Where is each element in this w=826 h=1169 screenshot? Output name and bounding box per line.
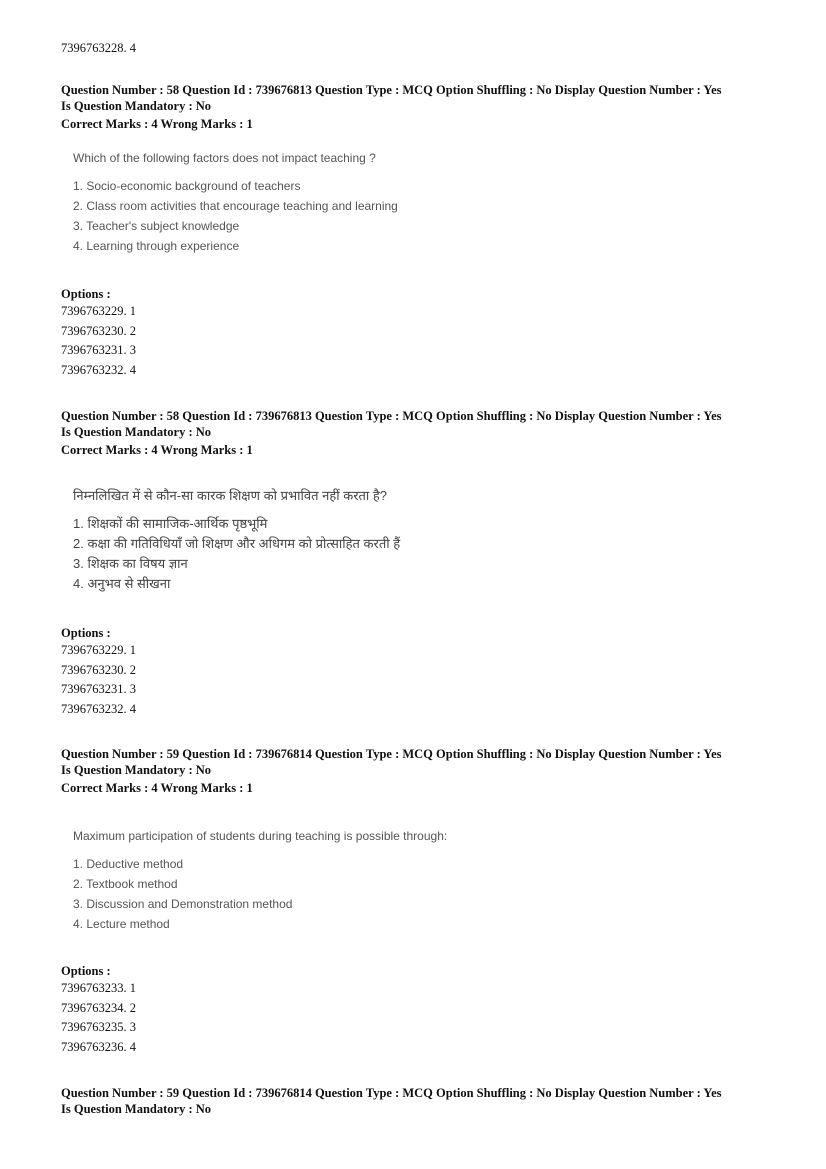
question-image	[73, 150, 398, 256]
question-text: निम्नलिखित में से कौन-सा कारक शिक्षण को प्रभावित नहीं करता है?	[73, 488, 388, 503]
question-block-59-en	[61, 746, 771, 1054]
question-mandatory: Is Question Mandatory : No	[61, 1102, 212, 1116]
question-meta: Question Number : 59 Question Id : 739676814 Question Type : MCQ Option Shuffling : No Display Question Number : Yes	[61, 1086, 722, 1100]
question-meta: Question Number : 59 Question Id : 739676814 Question Type : MCQ Option Shuffling : No Display Question Number : Yes	[61, 747, 722, 761]
options-label: Options :	[61, 626, 111, 640]
question-mandatory: Is Question Mandatory : No	[61, 425, 212, 439]
question-mandatory: Is Question Mandatory : No	[61, 99, 212, 113]
question-mandatory: Is Question Mandatory : No	[61, 763, 212, 777]
question-meta: Question Number : 58 Question Id : 739676813 Question Type : MCQ Option Shuffling : No Display Question Number : Yes	[61, 83, 722, 97]
previous-question-tail	[61, 40, 771, 56]
choice-item: 3. Teacher's subject knowledge	[73, 219, 240, 233]
options-label: Options :	[61, 964, 111, 978]
option-row: 7396763233. 1	[61, 981, 136, 995]
question-block-58-hi	[61, 408, 771, 716]
question-block-59-hi	[61, 1085, 771, 1117]
option-row: 7396763228. 4	[61, 41, 136, 55]
choice-item: 1. शिक्षकों की सामाजिक-आर्थिक पृष्ठभूमि	[73, 516, 268, 531]
question-image	[73, 488, 400, 594]
question-text: Maximum participation of students during teaching is possible through:	[73, 829, 448, 843]
question-marks: Correct Marks : 4 Wrong Marks : 1	[61, 443, 253, 457]
question-block-58-en	[61, 82, 771, 377]
choice-item: 3. शिक्षक का विषय ज्ञान	[73, 556, 188, 571]
question-text: Which of the following factors does not impact teaching ?	[73, 151, 376, 165]
options-label: Options :	[61, 287, 111, 301]
choice-item: 1. Socio-economic background of teachers	[73, 179, 301, 193]
option-row: 7396763230. 2	[61, 323, 136, 338]
option-row: 7396763231. 3	[61, 682, 136, 696]
option-row: 7396763235. 3	[61, 1020, 136, 1034]
choice-item: 1. Deductive method	[73, 857, 184, 871]
choice-item: 3. Discussion and Demonstration method	[73, 897, 293, 911]
option-row: 7396763229. 1	[61, 304, 136, 318]
option-row: 7396763236. 4	[61, 1039, 136, 1054]
choice-item: 2. Textbook method	[73, 877, 178, 891]
option-row: 7396763229. 1	[61, 643, 136, 657]
choice-item: 4. Learning through experience	[73, 239, 240, 253]
option-row: 7396763234. 2	[61, 1000, 136, 1015]
question-marks: Correct Marks : 4 Wrong Marks : 1	[61, 781, 253, 795]
choice-item: 2. Class room activities that encourage teaching and learning	[73, 199, 398, 213]
question-marks: Correct Marks : 4 Wrong Marks : 1	[61, 117, 253, 131]
option-row: 7396763231. 3	[61, 343, 136, 357]
option-row: 7396763230. 2	[61, 662, 136, 677]
choice-item: 2. कक्षा की गतिविधियाँ जो शिक्षण और अधिगम को प्रोत्साहित करती हैं	[73, 536, 401, 551]
option-row: 7396763232. 4	[61, 701, 136, 716]
question-meta: Question Number : 58 Question Id : 739676813 Question Type : MCQ Option Shuffling : No Display Question Number : Yes	[61, 409, 722, 423]
choice-item: 4. अनुभव से सीखना	[73, 576, 171, 591]
choice-item: 4. Lecture method	[73, 917, 170, 931]
question-image	[73, 828, 447, 934]
option-row: 7396763232. 4	[61, 362, 136, 377]
